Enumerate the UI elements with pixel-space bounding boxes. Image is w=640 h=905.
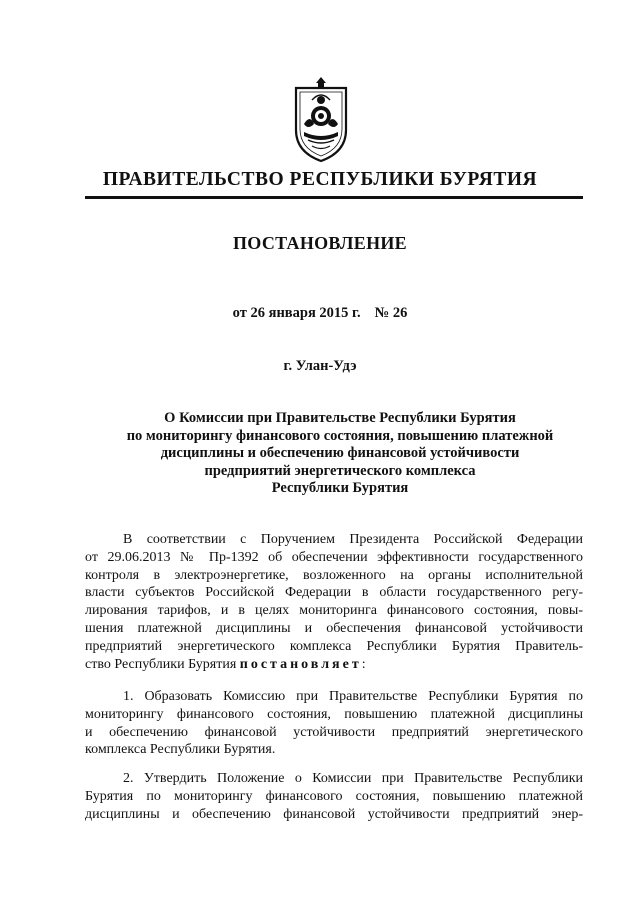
paragraph-line: лирования тарифов, и в целях мониторинга финансового состояния, повы- xyxy=(85,603,583,619)
document-number: № 26 xyxy=(374,305,408,321)
document-date: от 26 января 2015 г. xyxy=(232,305,361,321)
document-type: ПОСТАНОВЛЕНИЕ xyxy=(233,233,407,253)
paragraph-line: комплекса Республики Бурятия. xyxy=(85,742,276,758)
paragraph-line: от 29.06.2013 № Пр-1392 об обеспечении эффективности государственного xyxy=(85,549,583,565)
document-city: г. Улан-Удэ xyxy=(283,358,357,374)
paragraph-text: ство Республики Бурятия xyxy=(85,656,240,672)
date-and-number xyxy=(0,304,640,322)
paragraph-line xyxy=(85,656,583,674)
item-1-paragraph xyxy=(85,688,583,759)
subject-line: дисциплины и обеспечению финансовой устойчивости xyxy=(160,445,520,461)
subject-line: Республики Бурятия xyxy=(271,480,409,496)
paragraph-line: контроля в электроэнергетике, возложенного на органы исполнительной xyxy=(85,567,583,583)
paragraph-line: власти субъектов Российской Федерации в области государственного регу- xyxy=(85,585,583,601)
item-2-paragraph xyxy=(85,770,583,823)
paragraph-line: 1. Образовать Комиссию при Правительстве Республики Бурятия по xyxy=(123,689,583,704)
paragraph-line: предприятий энергетического комплекса Республики Бурятия Правитель- xyxy=(85,638,583,654)
document-subject xyxy=(100,410,580,498)
paragraph-text: : xyxy=(361,656,366,672)
subject-line: предприятий энергетического комплекса xyxy=(204,462,476,479)
paragraph-line: В соответствии с Поручением Президента Российской Федерации xyxy=(123,532,583,547)
header-divider xyxy=(85,196,583,199)
resolves-word: постановляет xyxy=(239,656,362,672)
paragraph-line: 2. Утвердить Положение о Комиссии при Правительстве Республики xyxy=(123,771,583,786)
coat-of-arms-icon xyxy=(290,74,352,164)
government-title: ПРАВИТЕЛЬСТВО РЕСПУБЛИКИ БУРЯТИЯ xyxy=(102,169,538,190)
subject-line: по мониторингу финансового состояния, повышению платежной xyxy=(126,427,554,444)
paragraph-line: мониторингу финансового состояния, повышению платежной дисциплины xyxy=(85,706,583,722)
subject-line: О Комиссии при Правительстве Республики Бурятия xyxy=(164,410,516,426)
paragraph-line: дисциплины и обеспечению финансовой устойчивости предприятий энер- xyxy=(85,806,583,822)
preamble-paragraph xyxy=(85,531,583,673)
paragraph-line: шения платежной дисциплины и обеспечения финансовой устойчивости xyxy=(85,620,583,636)
paragraph-line: Бурятия по мониторингу финансового состояния, повышению платежной xyxy=(85,788,583,804)
paragraph-line: и обеспечению финансовой устойчивости предприятий энергетического xyxy=(85,724,583,740)
